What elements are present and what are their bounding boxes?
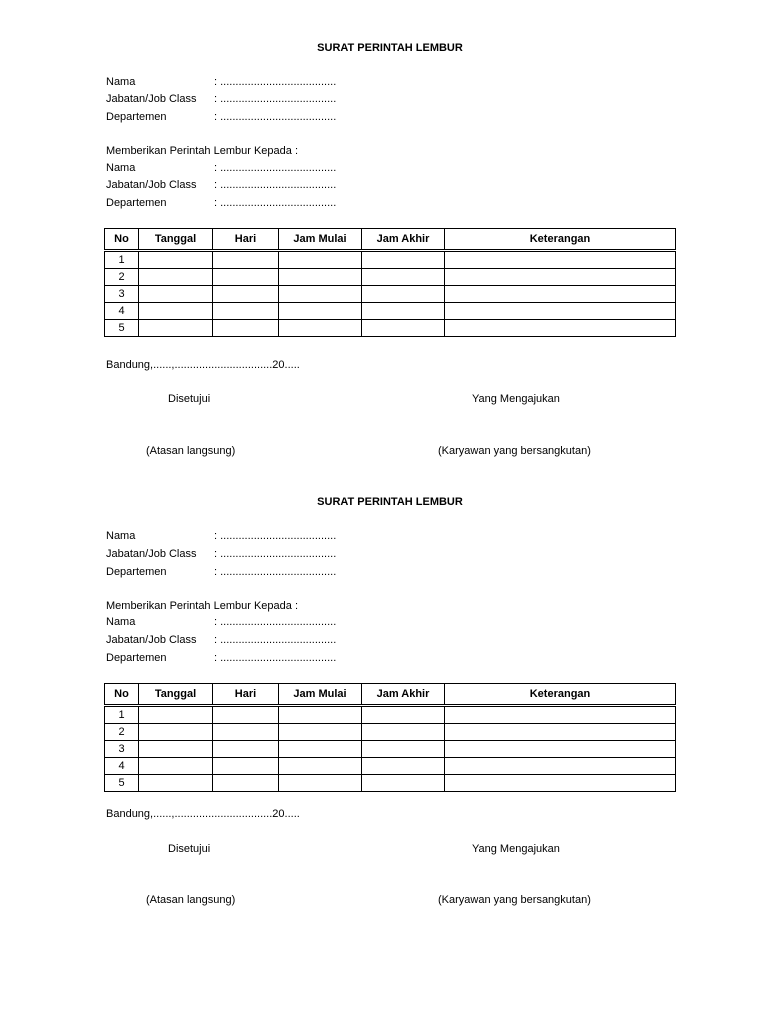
col-header-hari: Hari (213, 229, 279, 251)
overtime-form-2: SURAT PERINTAH LEMBUR Nama : ...................................... Jabatan/Job Class : ...................................... Departemen : ...................................... Memberikan Perintah Lembur Kepada : Nama : ...................................... Jabatan/Job Class : ...................................... Departemen : ...................................... No Tanggal Hari Jam Mulai Jam Akhir Keterangan 1 2 3 4 5 Bandung,......,................................20..... Disetujui Yang Mengajukan (Atasan langsung) (Karyawan yang bersangkutan) (0, 496, 768, 950)
cell-keterangan[interactable] (445, 706, 676, 724)
submitted-label: Yang Mengajukan (472, 843, 560, 855)
col-header-no: No (105, 684, 139, 706)
cell-tanggal[interactable] (139, 269, 213, 286)
cell-jam-mulai[interactable] (279, 320, 362, 337)
col-header-no: No (105, 229, 139, 251)
cell-hari[interactable] (213, 286, 279, 303)
col-header-keterangan: Keterangan (445, 684, 676, 706)
table-row (105, 251, 676, 269)
cell-jam-mulai[interactable] (279, 706, 362, 724)
cell-tanggal[interactable] (139, 758, 213, 775)
table-header-row (105, 229, 676, 251)
col-header-jam-mulai: Jam Mulai (279, 229, 362, 251)
cell-jam-mulai[interactable] (279, 758, 362, 775)
cell-jam-akhir[interactable] (362, 758, 445, 775)
cell-jam-akhir[interactable] (362, 303, 445, 320)
cell-hari[interactable] (213, 303, 279, 320)
cell-hari[interactable] (213, 758, 279, 775)
table-row (105, 269, 676, 286)
cell-keterangan[interactable] (445, 251, 676, 269)
cell-jam-mulai[interactable] (279, 269, 362, 286)
cell-jam-mulai[interactable] (279, 775, 362, 792)
submitted-label: Yang Mengajukan (472, 393, 560, 405)
cell-keterangan[interactable] (445, 758, 676, 775)
cell-keterangan[interactable] (445, 775, 676, 792)
cell-keterangan[interactable] (445, 269, 676, 286)
col-header-tanggal: Tanggal (139, 229, 213, 251)
cell-jam-akhir[interactable] (362, 741, 445, 758)
cell-keterangan[interactable] (445, 741, 676, 758)
cell-jam-mulai[interactable] (279, 724, 362, 741)
table-row (105, 741, 676, 758)
cell-jam-akhir[interactable] (362, 286, 445, 303)
approver-signature: (Atasan langsung) (146, 894, 236, 906)
col-header-jam-akhir: Jam Akhir (362, 229, 445, 251)
col-header-jam-akhir: Jam Akhir (362, 684, 445, 706)
cell-hari[interactable] (213, 251, 279, 269)
cell-jam-mulai[interactable] (279, 741, 362, 758)
cell-hari[interactable] (213, 775, 279, 792)
cell-keterangan[interactable] (445, 286, 676, 303)
table-row (105, 758, 676, 775)
cell-keterangan[interactable] (445, 303, 676, 320)
cell-jam-akhir[interactable] (362, 706, 445, 724)
cell-tanggal[interactable] (139, 320, 213, 337)
cell-jam-akhir[interactable] (362, 775, 445, 792)
row-number: 4 (105, 303, 139, 320)
row-number: 5 (105, 320, 139, 337)
col-header-tanggal: Tanggal (139, 684, 213, 706)
cell-hari[interactable] (213, 320, 279, 337)
overtime-table (104, 228, 676, 337)
table-row (105, 706, 676, 724)
cell-jam-akhir[interactable] (362, 320, 445, 337)
col-header-jam-mulai: Jam Mulai (279, 684, 362, 706)
cell-hari[interactable] (213, 724, 279, 741)
cell-tanggal[interactable] (139, 286, 213, 303)
overtime-table (104, 683, 676, 792)
cell-jam-mulai[interactable] (279, 251, 362, 269)
row-number: 3 (105, 741, 139, 758)
cell-tanggal[interactable] (139, 303, 213, 320)
cell-tanggal[interactable] (139, 741, 213, 758)
row-number: 5 (105, 775, 139, 792)
cell-tanggal[interactable] (139, 724, 213, 741)
table-row (105, 724, 676, 741)
cell-hari[interactable] (213, 741, 279, 758)
row-number: 1 (105, 251, 139, 269)
place-date: Bandung,......,................................20..... (106, 808, 300, 820)
cell-jam-mulai[interactable] (279, 286, 362, 303)
table-row (105, 775, 676, 792)
overtime-form-1: SURAT PERINTAH LEMBUR Nama : ...................................... Jabatan/Job Class : ...................................... Departemen : ...................................... Memberikan Perintah Lembur Kepada : Nama : ...................................... Jabatan/Job Class : ...................................... Departemen : ...................................... No Tanggal Hari Jam Mulai Jam Akhir Keterangan 1 2 3 4 5 Bandung,......,................................20..... Disetujui Yang Mengajukan (Atasan langsung) (Karyawan yang bersangkutan) (0, 42, 768, 496)
intro-text: Memberikan Perintah Lembur Kepada : (106, 600, 298, 612)
cell-jam-akhir[interactable] (362, 269, 445, 286)
cell-jam-akhir[interactable] (362, 724, 445, 741)
cell-hari[interactable] (213, 269, 279, 286)
table-row (105, 286, 676, 303)
row-number: 3 (105, 286, 139, 303)
intro-text: Memberikan Perintah Lembur Kepada : (106, 145, 298, 157)
cell-jam-akhir[interactable] (362, 251, 445, 269)
form-title: SURAT PERINTAH LEMBUR (317, 496, 463, 508)
cell-tanggal[interactable] (139, 251, 213, 269)
row-number: 2 (105, 724, 139, 741)
employee-signature: (Karyawan yang bersangkutan) (438, 894, 591, 906)
approved-label: Disetujui (168, 843, 211, 855)
approver-signature: (Atasan langsung) (146, 445, 236, 457)
employee-signature: (Karyawan yang bersangkutan) (438, 445, 591, 457)
table-header-row (105, 684, 676, 706)
row-number: 1 (105, 706, 139, 724)
approved-label: Disetujui (168, 393, 211, 405)
cell-tanggal[interactable] (139, 706, 213, 724)
cell-keterangan[interactable] (445, 320, 676, 337)
table-row (105, 320, 676, 337)
row-number: 2 (105, 269, 139, 286)
cell-jam-mulai[interactable] (279, 303, 362, 320)
cell-keterangan[interactable] (445, 724, 676, 741)
row-number: 4 (105, 758, 139, 775)
cell-hari[interactable] (213, 706, 279, 724)
form-title: SURAT PERINTAH LEMBUR (317, 42, 463, 54)
col-header-hari: Hari (213, 684, 279, 706)
place-date: Bandung,......,................................20..... (106, 359, 300, 371)
col-header-keterangan: Keterangan (445, 229, 676, 251)
cell-tanggal[interactable] (139, 775, 213, 792)
table-row (105, 303, 676, 320)
